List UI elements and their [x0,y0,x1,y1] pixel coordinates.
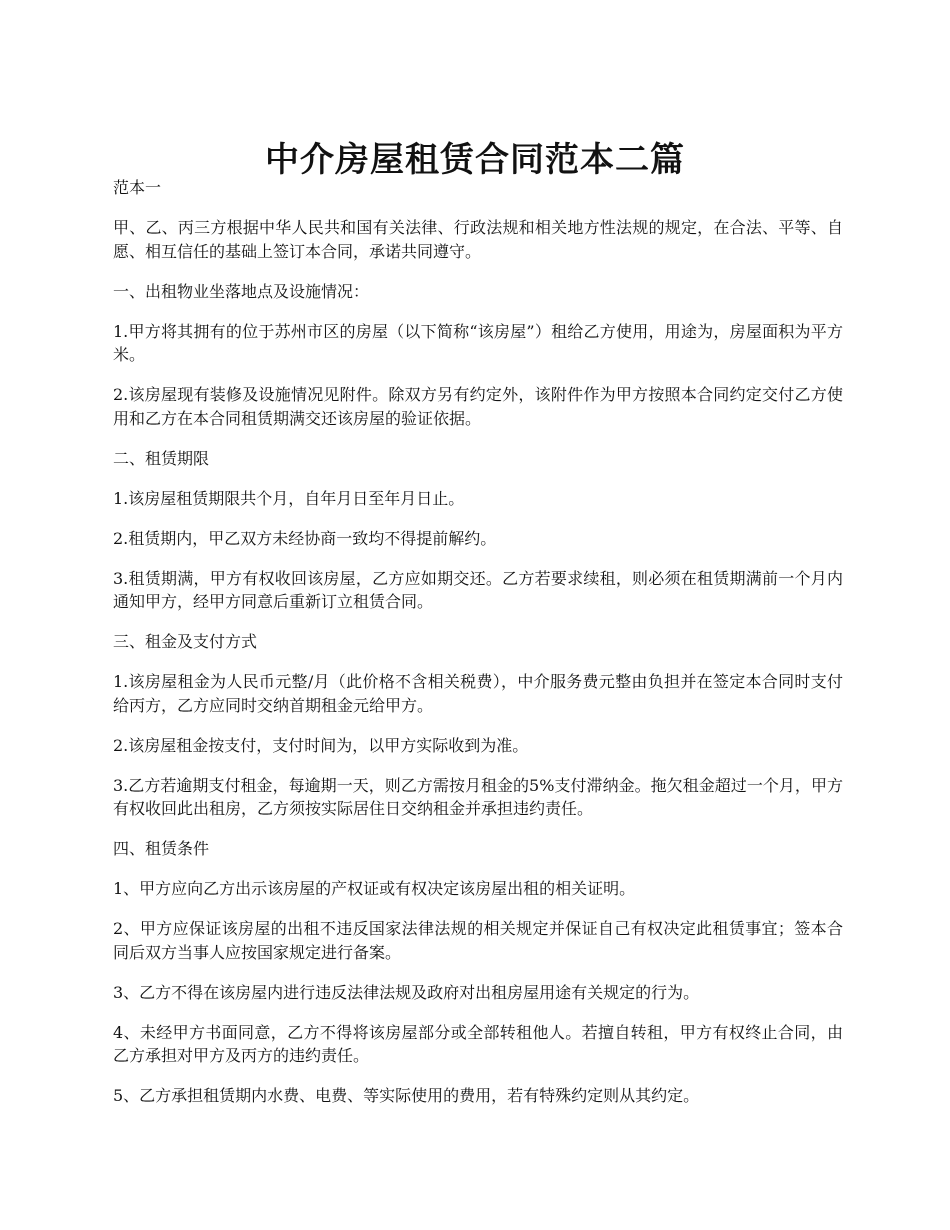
clause-paragraph: 3、乙方不得在该房屋内进行违反法律法规及政府对出租房屋用途有关规定的行为。 [113,982,700,1002]
section-heading: 四、租赁条件 [113,839,210,858]
clause-paragraph: 5、乙方承担租赁期内水费、电费、等实际使用的费用，若有特殊约定则从其约定。 [113,1086,700,1105]
clause-paragraph: 1.该房屋租金为人民币元整/月（此价格不含相关税费），中介服务费元整由负担并在签定本合同时支付给丙方，乙方应同时交纳首期租金元给甲方。 [113,672,843,715]
clause-paragraph: 4、未经甲方书面同意，乙方不得将该房屋部分或全部转租他人。若擅自转租，甲方有权终止合同，由乙方承担对甲方及丙方的违约责任。 [113,1022,843,1065]
page-title: 中介房屋租赁合同范本二篇 [265,139,685,180]
preamble-paragraph: 甲、乙、丙三方根据中华人民共和国有关法律、行政法规和相关地方性法规的规定，在合法、平等、自愿、相互信任的基础上签订本合同，承诺共同遵守。 [113,218,843,261]
clause-paragraph: 3.租赁期满，甲方有权收回该房屋，乙方应如期交还。乙方若要求续租，则必须在租赁期满前一个月内通知甲方，经甲方同意后重新订立租赁合同。 [113,568,843,611]
clause-paragraph: 2、甲方应保证该房屋的出租不违反国家法律法规的相关规定并保证自己有权决定此租赁事宜；签本合同后双方当事人应按国家规定进行备案。 [113,919,843,962]
clause-paragraph: 1.甲方将其拥有的位于苏州市区的房屋（以下简称“该房屋”）租给乙方使用，用途为，房屋面积为平方米。 [113,321,843,364]
section-heading: 一、出租物业坐落地点及设施情况： [113,281,370,301]
clause-paragraph: 2.该房屋现有装修及设施情况见附件。除双方另有约定外，该附件作为甲方按照本合同约定交付乙方使用和乙方在本合同租赁期满交还该房屋的验证依据。 [113,385,843,428]
section-heading: 二、租赁期限 [113,448,210,468]
document-body [113,176,843,1124]
clause-paragraph: 2.租赁期内，甲乙双方未经协商一致均不得提前解约。 [113,528,497,548]
clause-paragraph: 1、甲方应向乙方出示该房屋的产权证或有权决定该房屋出租的相关证明。 [113,879,636,898]
clause-paragraph: 2.该房屋租金按支付，支付时间为，以甲方实际收到为准。 [113,735,529,755]
clause-paragraph: 3.乙方若逾期支付租金，每逾期一天，则乙方需按月租金的5%支付滞纳金。拖欠租金超过一个月，甲方有权收回此出租房，乙方须按实际居住日交纳租金并承担违约责任。 [113,775,843,818]
section-heading: 三、租金及支付方式 [113,632,258,651]
clause-paragraph: 1.该房屋租赁期限共个月，自年月日至年月日止。 [113,488,465,508]
section-label: 范本一 [113,178,162,197]
